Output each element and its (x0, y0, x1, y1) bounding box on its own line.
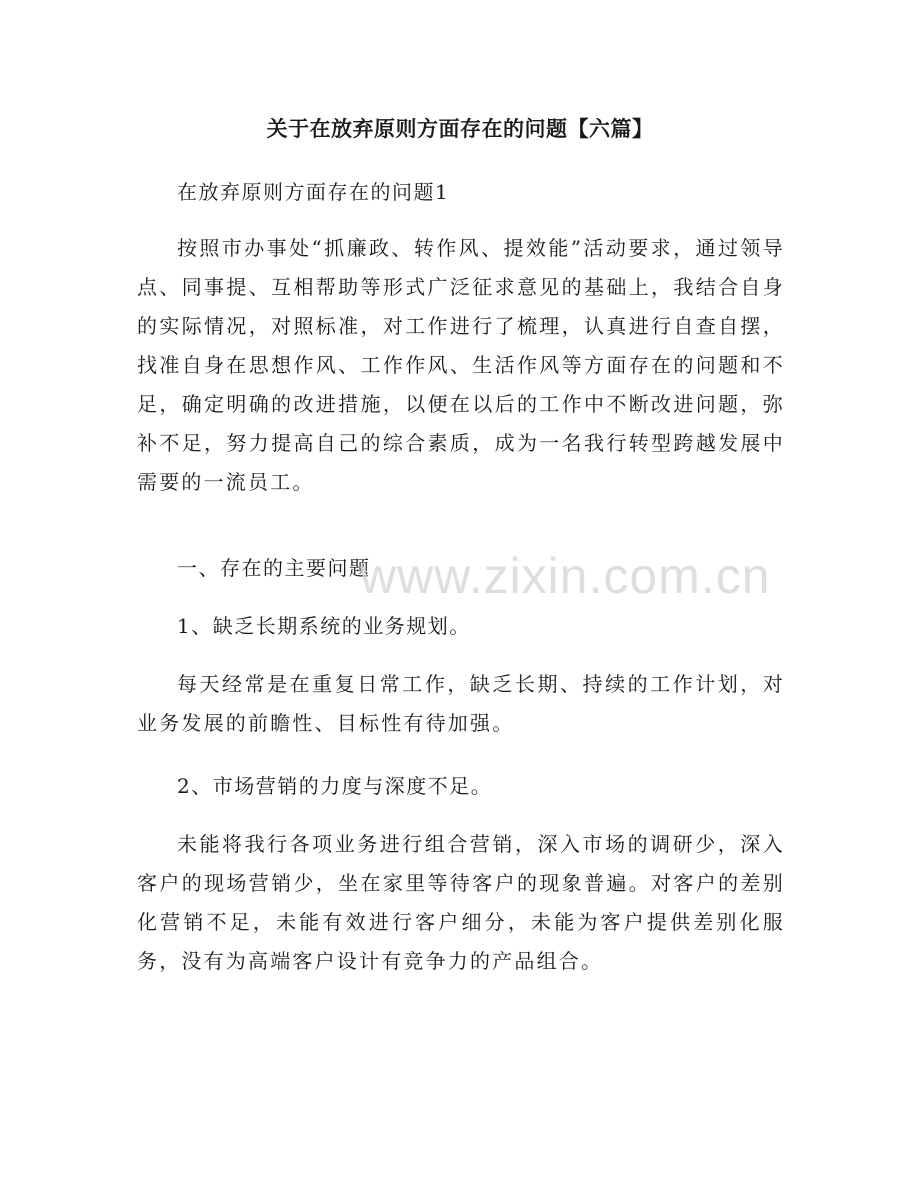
document-title: 关于在放弃原则方面存在的问题【六篇】 (266, 116, 654, 141)
watermark: www.zixin.com.cn (360, 548, 771, 604)
item1-paragraph: 每天经常是在重复日常工作，缺乏长期、持续的工作计划，对业务发展的前瞻性、目标性有待加强。 (137, 672, 785, 735)
item2-heading: 2、市场营销的力度与深度不足。 (177, 774, 493, 798)
part-heading: 一、存在的主要问题 (177, 556, 371, 580)
item2-paragraph: 未能将我行各项业务进行组合营销，深入市场的调研少，深入客户的现场营销少，坐在家里等待客户的现象普遍。对客户的差别化营销不足，未能有效进行客户细分，未能为客户提供差别化服务，没有为高端客户设计有竞争力的产品组合。 (137, 832, 785, 973)
intro-paragraph: 按照市办事处“抓廉政、转作风、提效能”活动要求，通过领导点、同事提、互相帮助等形式广泛征求意见的基础上，我结合自身的实际情况，对照标准，对工作进行了梳理，认真进行自查自摆，找准自身在思想作风、工作作风、生活作风等方面存在的问题和不足，确定明确的改进措施，以便在以后的工作中不断改进问题，弥补不足，努力提高自己的综合素质，成为一名我行转型跨越发展中需要的一流员工。 (137, 236, 785, 494)
section-heading: 在放弃原则方面存在的问题1 (177, 180, 450, 204)
item1-heading: 1、缺乏长期系统的业务规划。 (177, 614, 471, 638)
